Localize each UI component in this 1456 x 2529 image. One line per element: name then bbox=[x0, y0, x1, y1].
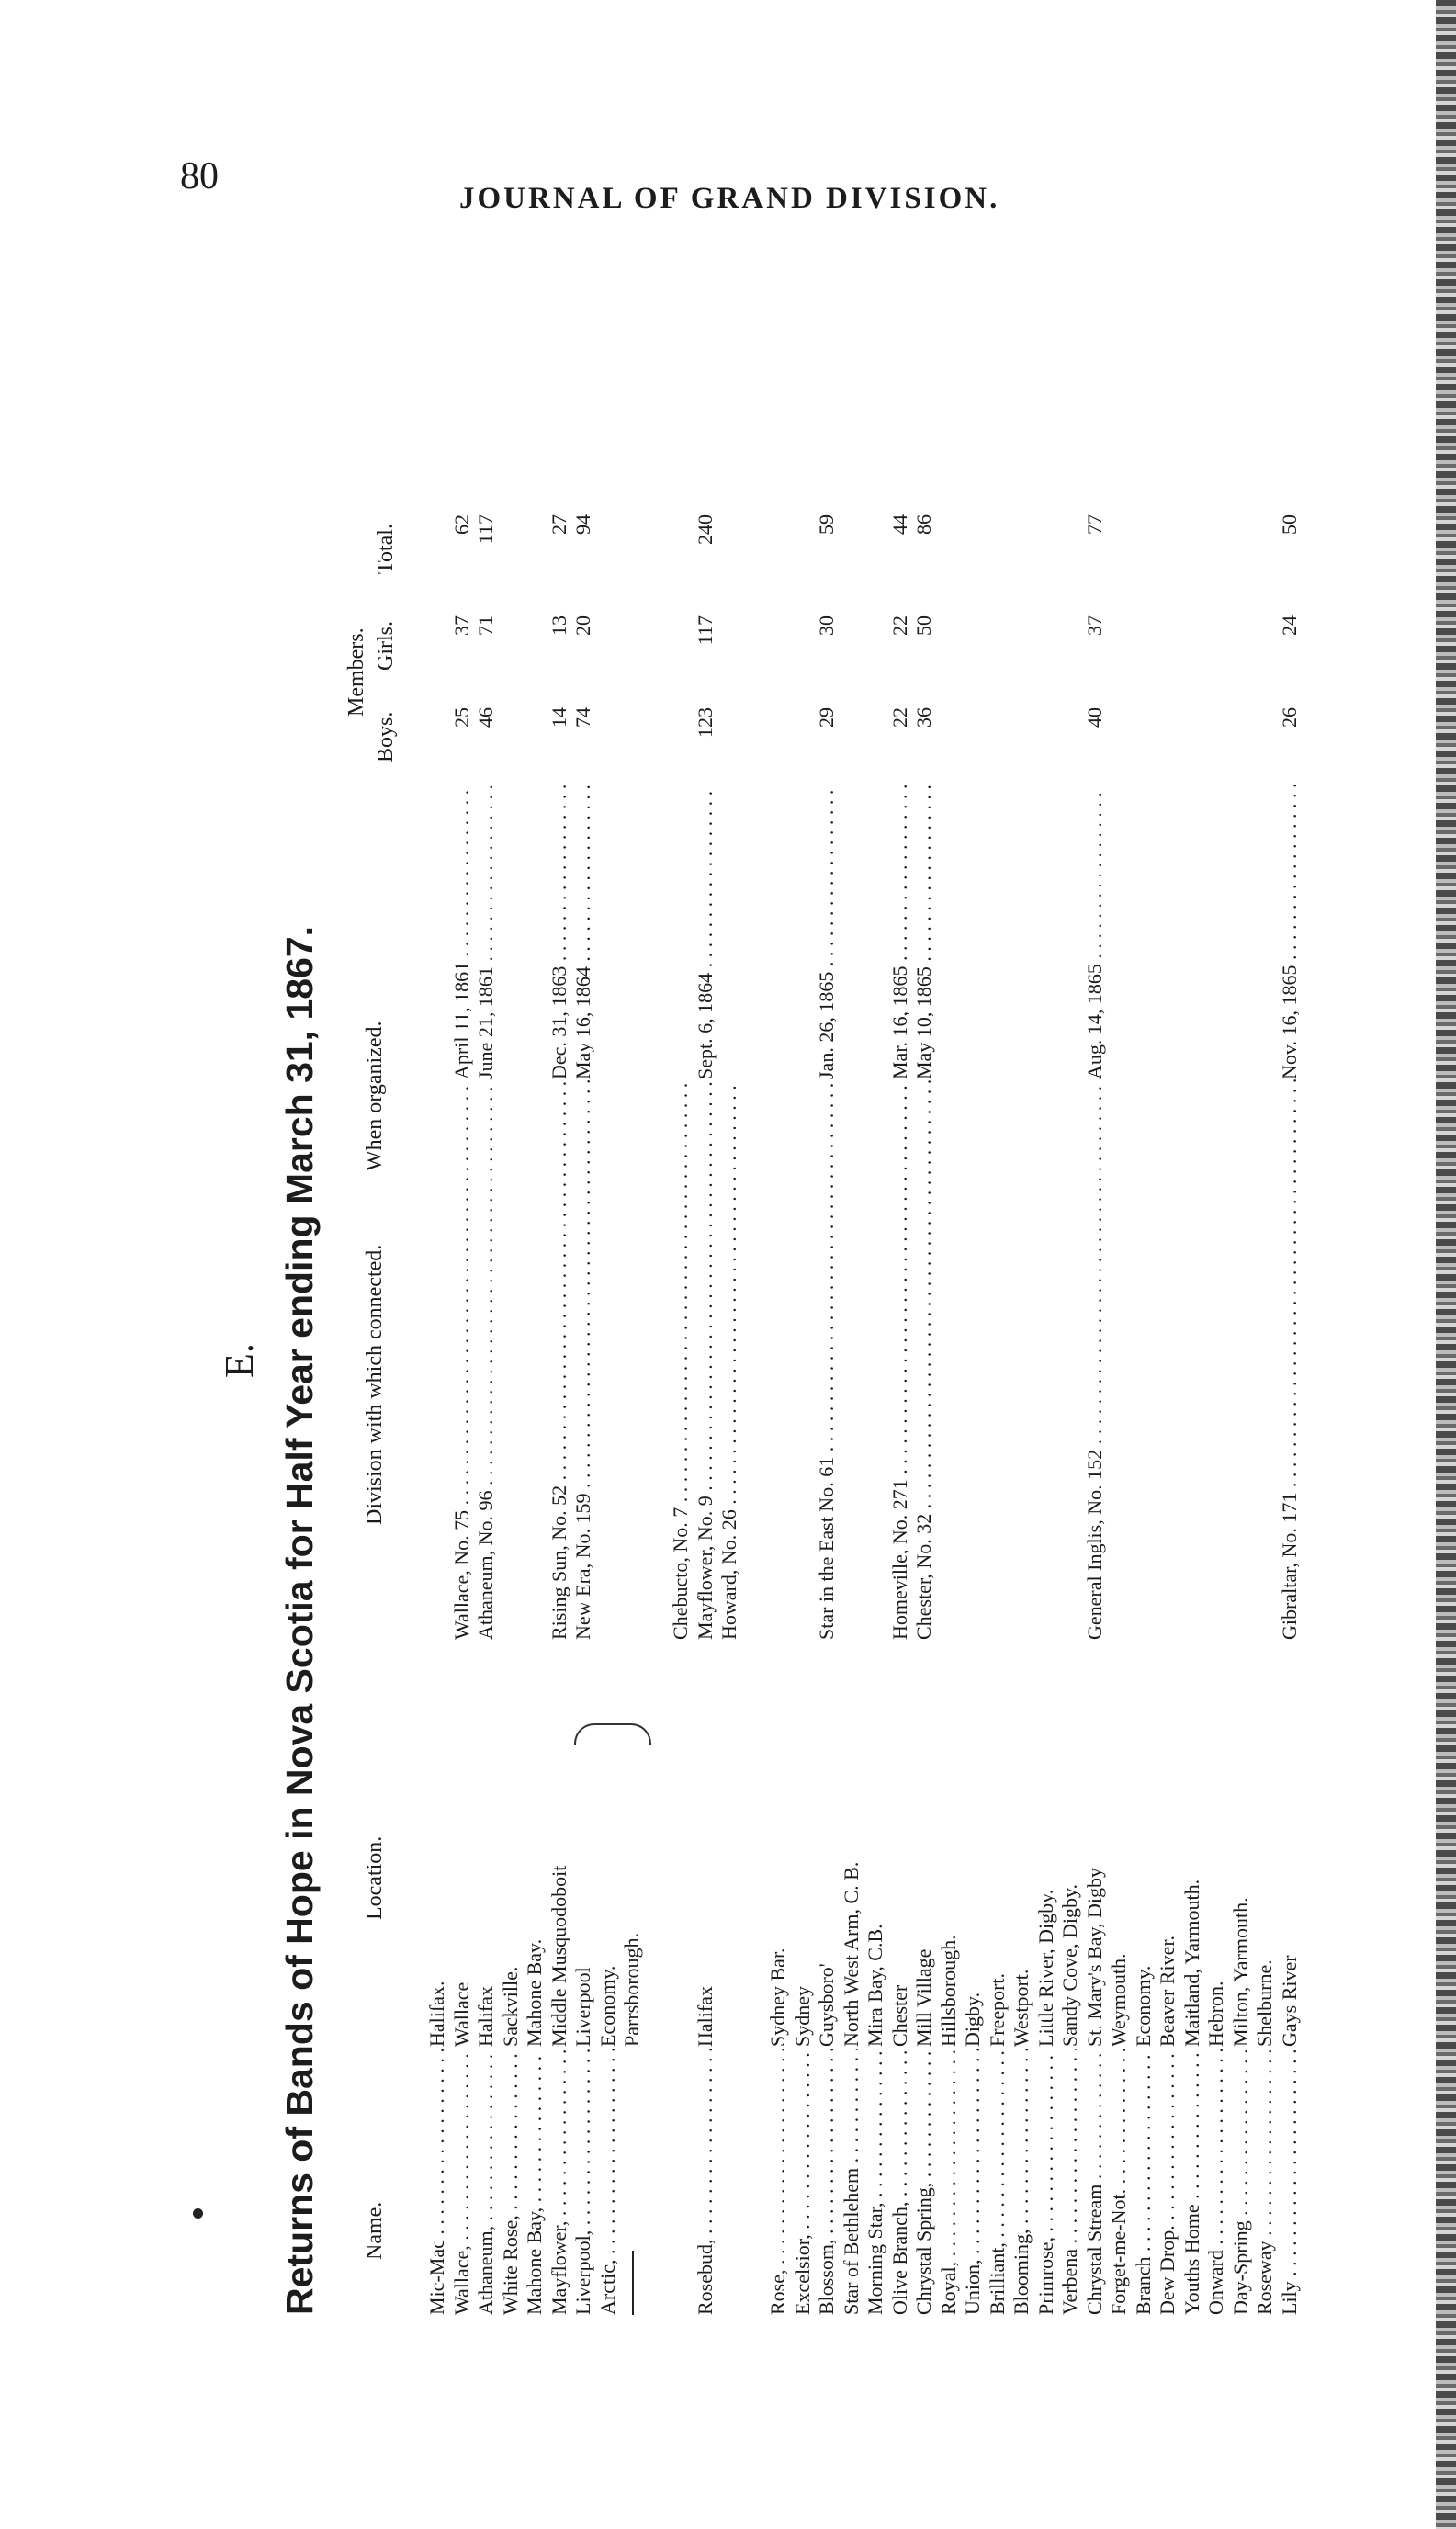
band-name: Mic-Mac . . . bbox=[425, 2049, 450, 2315]
band-name: Mahone Bay, . . . bbox=[523, 2049, 547, 2315]
boys-count: 74 bbox=[571, 707, 594, 728]
band-name: Onward . . . bbox=[1204, 2049, 1229, 2315]
header-total: Total. bbox=[374, 524, 398, 574]
band-location: Digby. bbox=[961, 1992, 984, 2047]
table-row bbox=[669, 340, 694, 2315]
blank-name-rule bbox=[620, 2251, 634, 2315]
division-connected: Chebucto, No. 7 . . . bbox=[669, 1079, 694, 1640]
division-connected: General Inglis, No. 152 . . . bbox=[1083, 1079, 1108, 1640]
header-name: Name. bbox=[363, 2201, 387, 2260]
date-organized: May 10, 1865 . . . bbox=[912, 785, 937, 1079]
band-location: Halifax bbox=[474, 1986, 497, 2047]
boys-count: 46 bbox=[474, 707, 497, 728]
page-edge-strip bbox=[1436, 0, 1456, 2529]
boys-count: 14 bbox=[547, 707, 570, 728]
band-name: Olive Branch, . . . bbox=[888, 2049, 913, 2315]
header-members: Members. bbox=[344, 627, 368, 717]
band-location: Westport. bbox=[1010, 1969, 1033, 2047]
division-connected: New Era, No. 159 . . . bbox=[571, 1079, 596, 1640]
band-location: Sydney bbox=[790, 1986, 814, 2047]
band-name: Dew Drop. . . . bbox=[1156, 2049, 1180, 2315]
total-count: 117 bbox=[474, 514, 497, 545]
band-name: Rosebud, . . . bbox=[694, 2049, 718, 2315]
band-location: Liverpool bbox=[571, 1967, 594, 2047]
total-count: 62 bbox=[449, 514, 473, 535]
total-count: 27 bbox=[547, 514, 570, 535]
band-name: Star of Bethlehem . . . bbox=[840, 2049, 864, 2315]
boys-count: 29 bbox=[815, 707, 838, 728]
girls-count: 37 bbox=[1082, 615, 1106, 636]
girls-count: 20 bbox=[571, 615, 594, 636]
header-when: When organized. bbox=[363, 1021, 387, 1171]
table-row bbox=[912, 340, 937, 2315]
band-name: Mayflower, . . . bbox=[547, 2049, 572, 2315]
total-count: 59 bbox=[815, 514, 838, 535]
date-organized: Sept. 6, 1864 . . . bbox=[694, 785, 718, 1079]
date-organized: Nov. 16, 1865 . . . bbox=[1278, 785, 1303, 1079]
division-connected: Howard, No. 26 . . . bbox=[717, 1079, 742, 1640]
table-row bbox=[961, 340, 986, 2315]
band-location: Milton, Yarmouth. bbox=[1228, 1897, 1252, 2047]
band-location: Economy. bbox=[595, 1965, 619, 2047]
table-row bbox=[1083, 340, 1108, 2315]
band-location: Parrsborough. bbox=[620, 1932, 643, 2047]
division-connected: Wallace, No. 75 . . . bbox=[450, 1079, 475, 1640]
band-name: Excelsior, . . . bbox=[791, 2049, 816, 2315]
division-connected: Athaneum, No. 96 . . . bbox=[474, 1079, 499, 1640]
table-row bbox=[791, 340, 816, 2315]
total-count: 240 bbox=[693, 514, 717, 545]
header-location: Location. bbox=[363, 1835, 387, 1920]
band-name: Chrystal Spring, . . . bbox=[912, 2049, 937, 2315]
table-row bbox=[863, 340, 888, 2315]
table-row bbox=[742, 340, 767, 2315]
girls-count: 22 bbox=[887, 615, 911, 636]
page-number: 80 bbox=[180, 155, 219, 198]
table-row bbox=[1180, 340, 1205, 2315]
band-location: Sandy Cove, Digby. bbox=[1058, 1883, 1081, 2047]
band-location: Freeport. bbox=[985, 1972, 1009, 2047]
band-name: Union, . . . bbox=[961, 2049, 986, 2315]
band-name: Blossom, . . . bbox=[815, 2049, 840, 2315]
table-row bbox=[717, 340, 742, 2315]
girls-count: 50 bbox=[912, 615, 935, 636]
girls-count: 37 bbox=[449, 615, 473, 636]
band-location: Economy. bbox=[1131, 1965, 1155, 2047]
table-row bbox=[694, 340, 718, 2315]
band-name: Roseway . . . bbox=[1253, 2049, 1278, 2315]
table-row bbox=[1156, 340, 1180, 2315]
band-location: St. Mary's Bay, Digby bbox=[1082, 1867, 1106, 2047]
band-location: Beaver River. bbox=[1156, 1936, 1179, 2047]
band-name: Royal, . . . bbox=[937, 2049, 962, 2315]
date-organized: May 16, 1864 . . . bbox=[571, 785, 596, 1079]
band-name: Branch . . . bbox=[1132, 2049, 1157, 2315]
division-connected: Chester, No. 32 . . . bbox=[912, 1079, 937, 1640]
date-organized: Aug. 14, 1865 . . . bbox=[1083, 785, 1108, 1079]
band-location: Shelburne. bbox=[1253, 1959, 1276, 2047]
band-location: Chester bbox=[887, 1984, 911, 2047]
band-location: North West Arm, C. B. bbox=[839, 1861, 863, 2047]
total-count: 77 bbox=[1082, 514, 1106, 535]
division-connected: Gibraltar, No. 171 . . . bbox=[1278, 1079, 1303, 1640]
date-organized: April 11, 1861 . . . bbox=[450, 785, 475, 1079]
band-location: Halifax bbox=[693, 1986, 717, 2047]
division-connected: Rising Sun, No. 52 . . . bbox=[547, 1079, 572, 1640]
table-row bbox=[1034, 340, 1059, 2315]
girls-count: 71 bbox=[474, 615, 497, 636]
band-location: Weymouth. bbox=[1107, 1953, 1130, 2047]
division-connected: Star in the East No. 61 . . . bbox=[815, 1079, 840, 1640]
boys-count: 40 bbox=[1082, 707, 1106, 728]
total-count: 44 bbox=[887, 514, 911, 535]
table-row bbox=[1278, 340, 1303, 2315]
band-name: Athaneum, . . . bbox=[474, 2049, 499, 2315]
total-count: 86 bbox=[912, 514, 935, 535]
division-connected: Mayflower, No. 9 . . . bbox=[694, 1079, 718, 1640]
band-name: Forget-me-Not. . . . bbox=[1107, 2049, 1132, 2315]
band-name: Blooming, . . . bbox=[1010, 2049, 1034, 2315]
band-location: Little River, Digby. bbox=[1033, 1889, 1057, 2047]
table-row bbox=[474, 340, 499, 2315]
table-row bbox=[888, 340, 913, 2315]
band-name: Youths Home . . . bbox=[1180, 2049, 1205, 2315]
table-row bbox=[523, 340, 547, 2315]
band-name: Day-Spring . . . bbox=[1229, 2049, 1254, 2315]
band-location: Guysboro' bbox=[815, 1963, 838, 2047]
date-organized: Mar. 16, 1865 . . . bbox=[888, 785, 913, 1079]
band-name: Primrose, . . . bbox=[1034, 2049, 1059, 2315]
band-location: Hillsborough. bbox=[936, 1935, 960, 2047]
band-location: Sackville. bbox=[498, 1966, 522, 2047]
appendix-letter: E. bbox=[217, 1343, 262, 1378]
band-location: Mill Village bbox=[912, 1948, 935, 2047]
table-row bbox=[620, 340, 645, 2315]
band-name: Lily . . . bbox=[1278, 2049, 1303, 2315]
table-row bbox=[1204, 340, 1229, 2315]
division-connected: Homeville, No. 271 . . . bbox=[888, 1079, 913, 1640]
band-name: White Rose, . . . bbox=[499, 2049, 524, 2315]
band-name: Rose, . . . bbox=[766, 2049, 791, 2315]
total-count: 50 bbox=[1277, 514, 1301, 535]
band-location: Sydney Bar. bbox=[766, 1948, 789, 2047]
table-row bbox=[1253, 340, 1278, 2315]
table-row bbox=[425, 340, 450, 2315]
girls-count: 13 bbox=[547, 615, 570, 636]
band-location: Wallace bbox=[449, 1981, 473, 2047]
table-row bbox=[547, 340, 572, 2315]
girls-count: 117 bbox=[693, 615, 717, 646]
table-row bbox=[766, 340, 791, 2315]
boys-count: 22 bbox=[887, 707, 911, 728]
table-row bbox=[1058, 340, 1083, 2315]
table-row bbox=[937, 340, 962, 2315]
date-organized: Jan. 26, 1865 . . . bbox=[815, 785, 840, 1079]
band-name: Chrystal Stream . . . bbox=[1083, 2049, 1108, 2315]
table-row bbox=[1010, 340, 1034, 2315]
band-location: Gays River bbox=[1277, 1955, 1301, 2047]
band-location: Halifax. bbox=[425, 1981, 448, 2047]
table-row bbox=[571, 340, 596, 2315]
band-location: Mira Bay, C.B. bbox=[863, 1924, 886, 2047]
total-count: 94 bbox=[571, 514, 594, 535]
girls-count: 30 bbox=[815, 615, 838, 636]
band-name: Morning Star, . . . bbox=[863, 2049, 888, 2315]
table-row bbox=[499, 340, 524, 2315]
band-location: Hebron. bbox=[1204, 1981, 1227, 2047]
band-name: Brilliant, . . . bbox=[986, 2049, 1010, 2315]
band-name: Verbena . . . bbox=[1058, 2049, 1083, 2315]
table-row bbox=[815, 340, 840, 2315]
date-organized: June 21, 1861 . . . bbox=[474, 785, 499, 1079]
header-boys: Boys. bbox=[374, 711, 398, 762]
band-location: Maitland, Yarmouth. bbox=[1179, 1879, 1203, 2047]
band-name: Arctic, . . . bbox=[596, 2049, 621, 2315]
table-row bbox=[596, 340, 621, 2315]
boys-count: 123 bbox=[693, 707, 717, 738]
header-division: Division with which connected. bbox=[363, 1244, 387, 1525]
running-head: JOURNAL OF GRAND DIVISION. bbox=[459, 182, 1000, 215]
boys-count: 25 bbox=[449, 707, 473, 728]
table-row bbox=[986, 340, 1010, 2315]
boys-count: 36 bbox=[912, 707, 935, 728]
band-name: Liverpool, . . . bbox=[571, 2049, 596, 2315]
band-location: Mahone Bay. bbox=[523, 1938, 546, 2047]
table-row bbox=[840, 340, 864, 2315]
boys-count: 26 bbox=[1277, 707, 1301, 728]
band-location: Middle Musquodoboit bbox=[547, 1865, 570, 2047]
table-row bbox=[1107, 340, 1132, 2315]
table-row bbox=[1229, 340, 1254, 2315]
rotated-returns-table bbox=[170, 340, 1410, 2315]
header-girls: Girls. bbox=[374, 621, 398, 671]
girls-count: 24 bbox=[1277, 615, 1301, 636]
band-name: Wallace, . . . bbox=[450, 2049, 475, 2315]
table-row bbox=[450, 340, 475, 2315]
table-row bbox=[1132, 340, 1157, 2315]
table-title: Returns of Bands of Hope in Nova Scotia for Half Year ending March 31, 1867. bbox=[278, 925, 321, 2315]
table-row bbox=[645, 340, 670, 2315]
rosebud-brace bbox=[574, 1723, 651, 1745]
date-organized: Dec. 31, 1863 . . . bbox=[547, 785, 572, 1079]
table-body bbox=[425, 340, 1302, 2315]
